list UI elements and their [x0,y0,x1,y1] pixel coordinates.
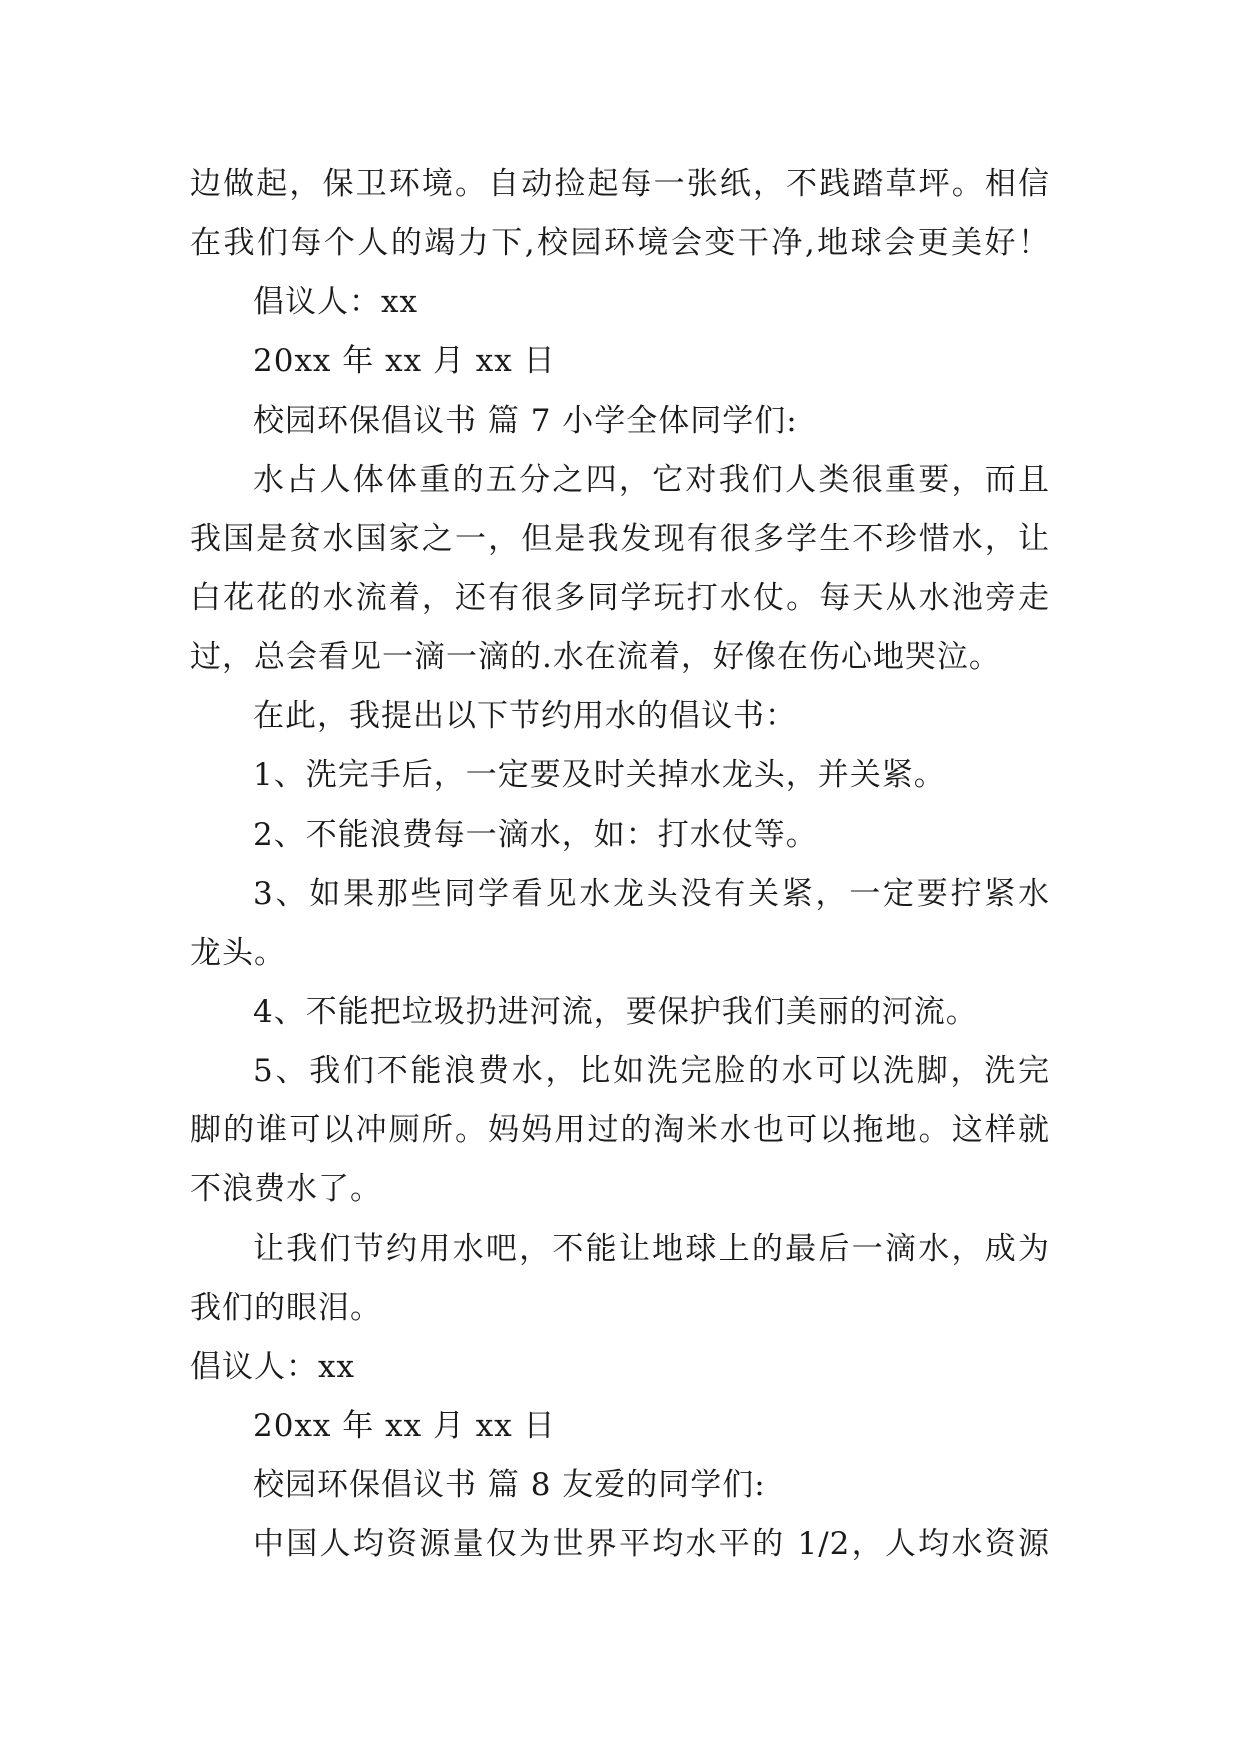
date-line: 20xx 年 xx 月 xx 日 [253,343,556,379]
signature-line: 倡议人：xx [190,1349,355,1385]
body-line: 白花花的水流着，还有很多同学玩打水仗。每天从水池旁走 [190,580,1050,616]
signature-line: 倡议人：xx [253,284,418,320]
body-line: 我们的眼泪。 [190,1290,382,1326]
body-line: 我国是贫水国家之一，但是我发现有很多学生不珍惜水，让 [190,521,1050,557]
list-item-continuation: 不浪费水了。 [190,1171,382,1207]
body-line: 过，总会看见一滴一滴的.水在流着，好像在伤心地哭泣。 [190,639,1001,675]
section-heading: 校园环保倡议书 篇 8 友爱的同学们: [253,1467,766,1503]
body-line: 水占人体体重的五分之四，它对我们人类很重要，而且 [253,462,1050,498]
list-item: 5、我们不能浪费水，比如洗完脸的水可以洗脚，洗完 [253,1053,1050,1089]
body-line: 在我们每个人的竭力下,校园环境会变干净,地球会更美好！ [190,225,1050,261]
body-line: 中国人均资源量仅为世界平均水平的 1/2，人均水资源 [253,1526,1050,1562]
body-line: 在此，我提出以下节约用水的倡议书： [253,698,797,734]
list-item: 1、洗完手后，一定要及时关掉水龙头，并关紧。 [253,757,946,793]
body-line: 让我们节约用水吧，不能让地球上的最后一滴水，成为 [253,1231,1050,1267]
section-heading: 校园环保倡议书 篇 7 小学全体同学们: [253,403,798,439]
list-item: 4、不能把垃圾扔进河流，要保护我们美丽的河流。 [253,994,978,1030]
list-item: 2、不能浪费每一滴水，如：打水仗等。 [253,817,818,853]
list-item: 3、如果那些同学看见水龙头没有关紧，一定要拧紧水 [253,876,1050,912]
list-item-continuation: 龙头。 [190,935,286,971]
date-line: 20xx 年 xx 月 xx 日 [253,1408,556,1444]
list-item-continuation: 脚的谁可以冲厕所。妈妈用过的淘米水也可以拖地。这样就 [190,1112,1050,1148]
body-line: 边做起，保卫环境。自动捡起每一张纸，不践踏草坪。相信 [190,166,1050,202]
